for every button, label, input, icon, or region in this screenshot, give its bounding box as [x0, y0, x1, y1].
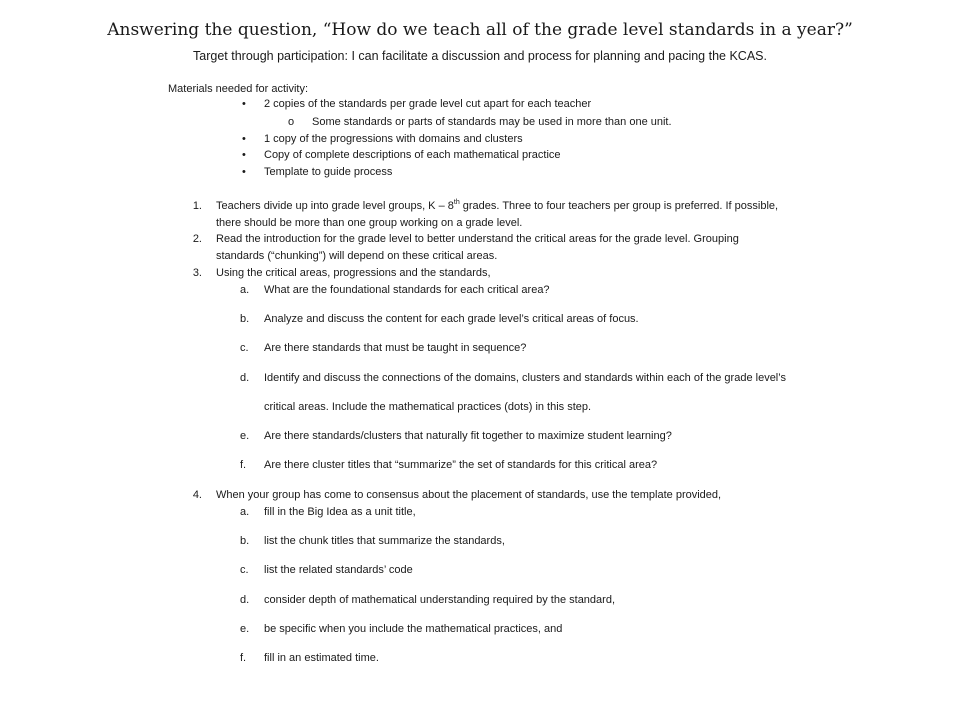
- step-4-item: be specific when you include the mathematical practices, and: [264, 623, 563, 635]
- step-3-item: Are there standards that must be taught in sequence?: [264, 342, 527, 354]
- step-1-text-b: grades. Three to four teachers per group is preferred. If possible,: [459, 200, 779, 212]
- step-3-item: Are there cluster titles that “summarize” the set of standards for this critical area?: [264, 459, 658, 471]
- materials-item: 1 copy of the progressions with domains and clusters: [264, 133, 523, 145]
- item-letter: e.: [240, 623, 250, 635]
- item-letter: b.: [240, 535, 250, 547]
- step-4-item: list the related standards’ code: [264, 564, 413, 576]
- materials-heading: Materials needed for activity:: [168, 83, 309, 95]
- step-number: 2.: [192, 233, 202, 245]
- item-letter: c.: [240, 564, 249, 576]
- step-3-item: Analyze and discuss the content for each grade level’s critical areas of focus.: [264, 313, 639, 325]
- item-letter: a.: [240, 506, 250, 518]
- step-3-item: Are there standards/clusters that naturally fit together to maximize student learning?: [264, 430, 672, 442]
- step-3-item: Identify and discuss the connections of the domains, clusters and standards within each of the grade level’s: [264, 372, 786, 384]
- step-1-line-2: there should be more than one group working on a grade level.: [216, 217, 523, 229]
- step-3-item: What are the foundational standards for each critical area?: [264, 284, 550, 296]
- document-title: Answering the question, “How do we teach all of the grade level standards in a year?”: [107, 20, 853, 40]
- step-2-line-1: Read the introduction for the grade level to better understand the critical areas for the grade level. Grouping: [216, 233, 739, 245]
- item-letter: b.: [240, 313, 250, 325]
- step-1-text-a: Teachers divide up into grade level groups, K – 8: [216, 200, 454, 212]
- bullet-icon: •: [242, 98, 246, 110]
- item-letter: d.: [240, 594, 250, 606]
- materials-item: 2 copies of the standards per grade level cut apart for each teacher: [264, 98, 592, 110]
- materials-subitem: Some standards or parts of standards may be used in more than one unit.: [312, 116, 672, 128]
- item-letter: f.: [240, 652, 247, 664]
- step-3-line-1: Using the critical areas, progressions and the standards,: [216, 267, 491, 279]
- sub-bullet-icon: o: [288, 116, 295, 128]
- step-1-superscript: th: [453, 199, 460, 206]
- step-4-item: list the chunk titles that summarize the standards,: [264, 535, 505, 547]
- step-1-line-1: [216, 199, 778, 213]
- step-4-item: consider depth of mathematical understanding required by the standard,: [264, 594, 615, 606]
- document-subtitle: Target through participation: I can facilitate a discussion and process for planning and pacing the KCAS.: [193, 49, 767, 63]
- materials-item: Copy of complete descriptions of each mathematical practice: [264, 149, 561, 161]
- step-number: 3.: [192, 267, 202, 279]
- step-4-line-1: When your group has come to consensus about the placement of standards, use the template provided,: [216, 489, 722, 501]
- item-letter: f.: [240, 459, 247, 471]
- step-4-item: fill in the Big Idea as a unit title,: [264, 506, 416, 518]
- item-letter: d.: [240, 372, 250, 384]
- step-4-item: fill in an estimated time.: [264, 652, 379, 664]
- item-letter: c.: [240, 342, 249, 354]
- materials-item: Template to guide process: [264, 166, 393, 178]
- bullet-icon: •: [242, 149, 246, 161]
- step-number: 1.: [192, 200, 202, 212]
- bullet-icon: •: [242, 166, 246, 178]
- bullet-icon: •: [242, 133, 246, 145]
- step-number: 4.: [192, 489, 202, 501]
- step-3-item-continued: critical areas. Include the mathematical practices (dots) in this step.: [264, 401, 592, 413]
- step-2-line-2: standards (“chunking”) will depend on these critical areas.: [216, 250, 498, 262]
- item-letter: e.: [240, 430, 250, 442]
- item-letter: a.: [240, 284, 250, 296]
